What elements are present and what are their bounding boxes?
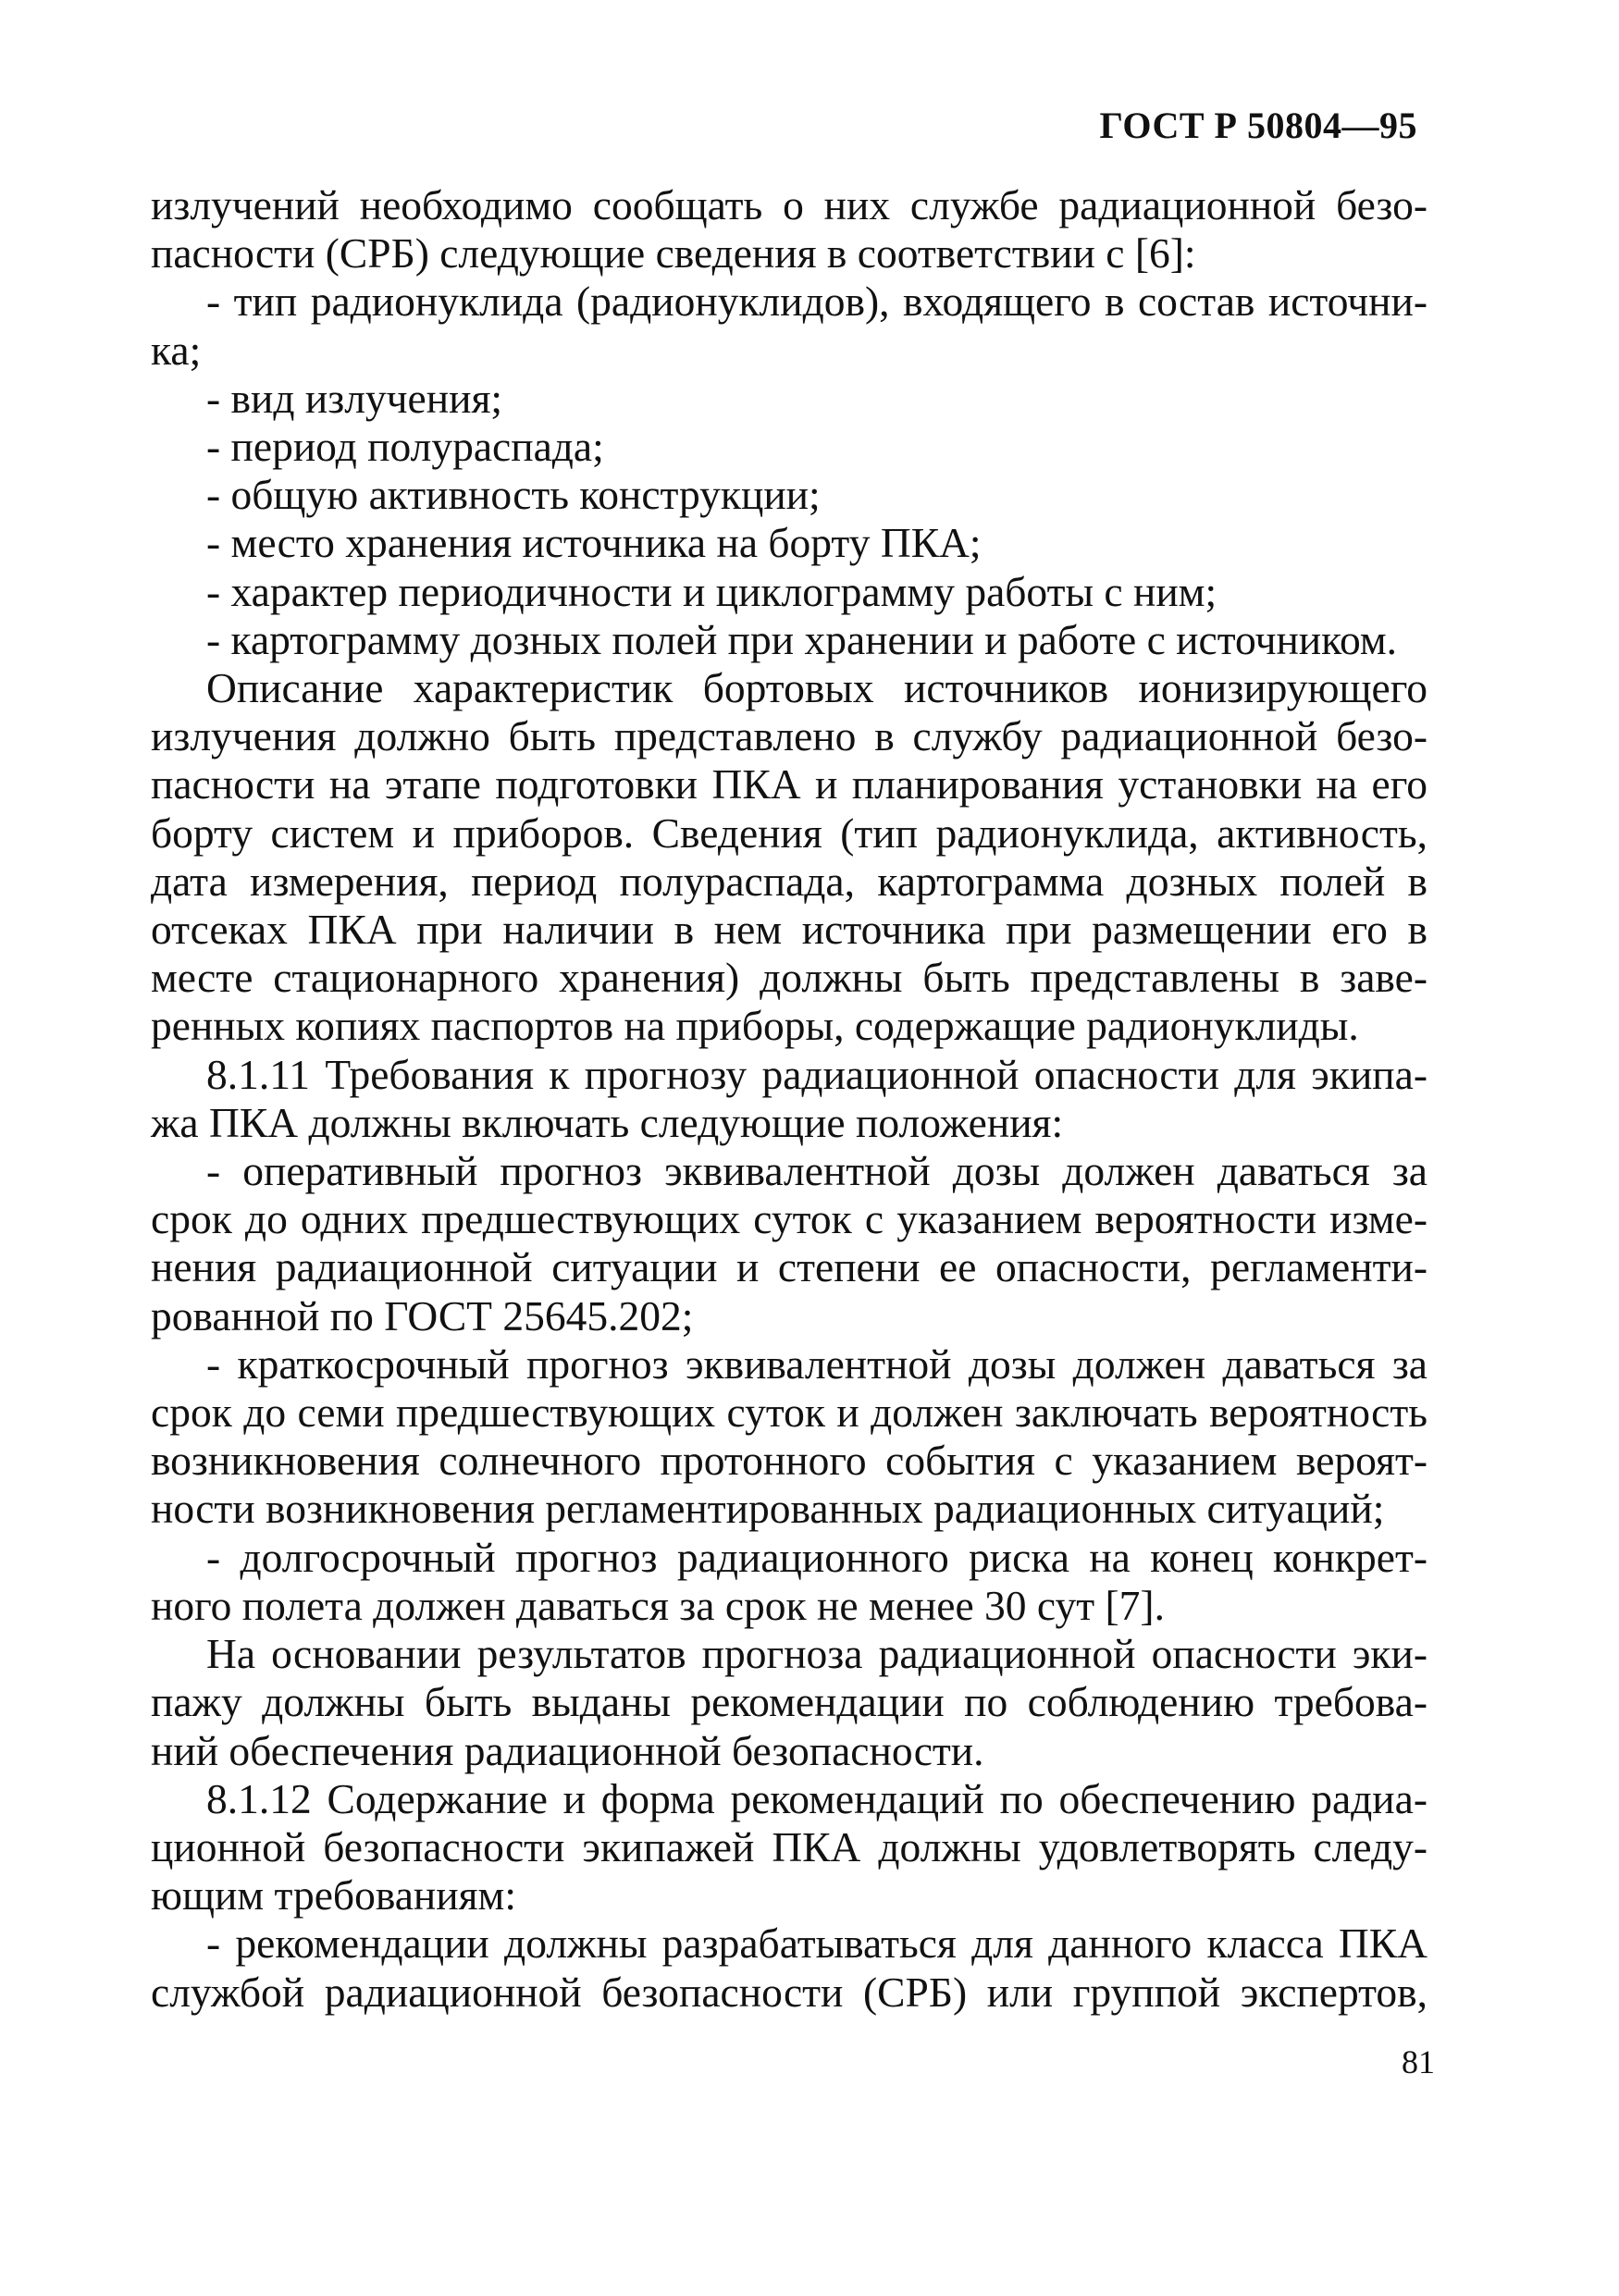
list-item [151, 1920, 1427, 2016]
text-line: Описание характеристик бортовых источников ионизирующего [206, 664, 1427, 712]
page-number: 81 [1402, 2043, 1435, 2080]
text-line: - период полураспада; [206, 423, 604, 471]
text-line: пасности (СРБ) следующие сведения в соответствии с [6]: [151, 229, 1196, 278]
text-line: срок до семи предшествующих суток и должен заключать вероятность [151, 1389, 1427, 1437]
list-item [151, 375, 1427, 423]
text-line: ка; [151, 326, 202, 374]
list-item [151, 1534, 1427, 1630]
text-line: - оперативный прогноз эквивалентной дозы должен даваться за [206, 1147, 1427, 1195]
list-item [151, 1340, 1427, 1534]
text-line: - рекомендации должны разрабатываться для данного класса ПКА [206, 1920, 1427, 1968]
text-line: борту систем и приборов. Сведения (тип радионуклида, активность, [151, 809, 1427, 857]
text-line: ного полета должен даваться за срок не менее 30 сут [7]. [151, 1581, 1165, 1629]
list-item [151, 278, 1427, 374]
text-line: ний обеспечения радиационной безопасности. [151, 1726, 984, 1774]
text-line: дата измерения, период полураспада, картограмма дозных полей в [151, 857, 1427, 905]
text-line: пажу должны быть выданы рекомендации по соблюдению требова- [151, 1678, 1427, 1726]
text-line: ционной безопасности экипажей ПКА должны удовлетворять следу- [151, 1822, 1427, 1870]
text-line: 8.1.12 Содержание и форма рекомендаций по обеспечению радиа- [206, 1774, 1427, 1822]
text-line: - краткосрочный прогноз эквивалентной дозы должен даваться за [206, 1339, 1427, 1388]
list-item [151, 471, 1427, 519]
text-line: возникновения солнечного протонного события с указанием вероят- [151, 1437, 1427, 1485]
text-line: нения радиационной ситуации и степени ее опасности, регламенти- [151, 1243, 1427, 1291]
paragraph [151, 664, 1427, 1051]
text-line: излучений необходимо сообщать о них службе радиационной безо- [151, 181, 1427, 228]
document-code-header: ГОСТ Р 50804—95 [1099, 105, 1417, 146]
paragraph [151, 1775, 1427, 1920]
text-line: На основании результатов прогноза радиационной опасности эки- [206, 1630, 1427, 1678]
list-item [151, 568, 1427, 616]
text-line: срок до одних предшествующих суток с указанием вероятности изме- [151, 1195, 1427, 1243]
text-line: пасности на этапе подготовки ПКА и планирования установки на его [151, 760, 1427, 809]
list-item [151, 423, 1427, 471]
list-item [151, 519, 1427, 567]
text-line: ности возникновения регламентированных радиационных ситуаций; [151, 1485, 1385, 1533]
list-item [151, 616, 1427, 664]
paragraph [151, 1630, 1427, 1775]
text-line: - общую активность конструкции; [206, 471, 821, 519]
paragraph [151, 1051, 1427, 1147]
document-body [151, 181, 1427, 2017]
text-line: - картограмму дозных полей при хранении и работе с источником. [206, 615, 1397, 663]
text-line: - вид излучения; [206, 374, 503, 422]
text-line: службой радиационной безопасности (СРБ) или группой экспертов, [151, 1968, 1427, 2016]
paragraph [151, 181, 1427, 278]
text-line: месте стационарного хранения) должны быть представлены в заве- [151, 954, 1427, 1002]
text-line: ющим требованиям: [151, 1871, 516, 1920]
text-line: жа ПКА должны включать следующие положения: [151, 1098, 1064, 1146]
list-item [151, 1147, 1427, 1340]
text-line: отсеках ПКА при наличии в нем источника при размещении его в [151, 906, 1427, 954]
text-line: - долгосрочный прогноз радиационного риска на конец конкрет- [206, 1533, 1427, 1581]
text-line: - тип радионуклида (радионуклидов), входящего в состав источни- [206, 278, 1427, 326]
text-line: рованной по ГОСТ 25645.202; [151, 1291, 694, 1339]
text-line: излучения должно быть представлено в службу радиационной безо- [151, 712, 1427, 760]
text-line: 8.1.11 Требования к прогнозу радиационной опасности для экипа- [206, 1050, 1427, 1098]
text-line: - место хранения источника на борту ПКА; [206, 519, 982, 567]
text-line: - характер периодичности и циклограмму работы с ним; [206, 567, 1217, 615]
text-line: ренных копиях паспортов на приборы, содержащие радионуклиды. [151, 1002, 1359, 1050]
